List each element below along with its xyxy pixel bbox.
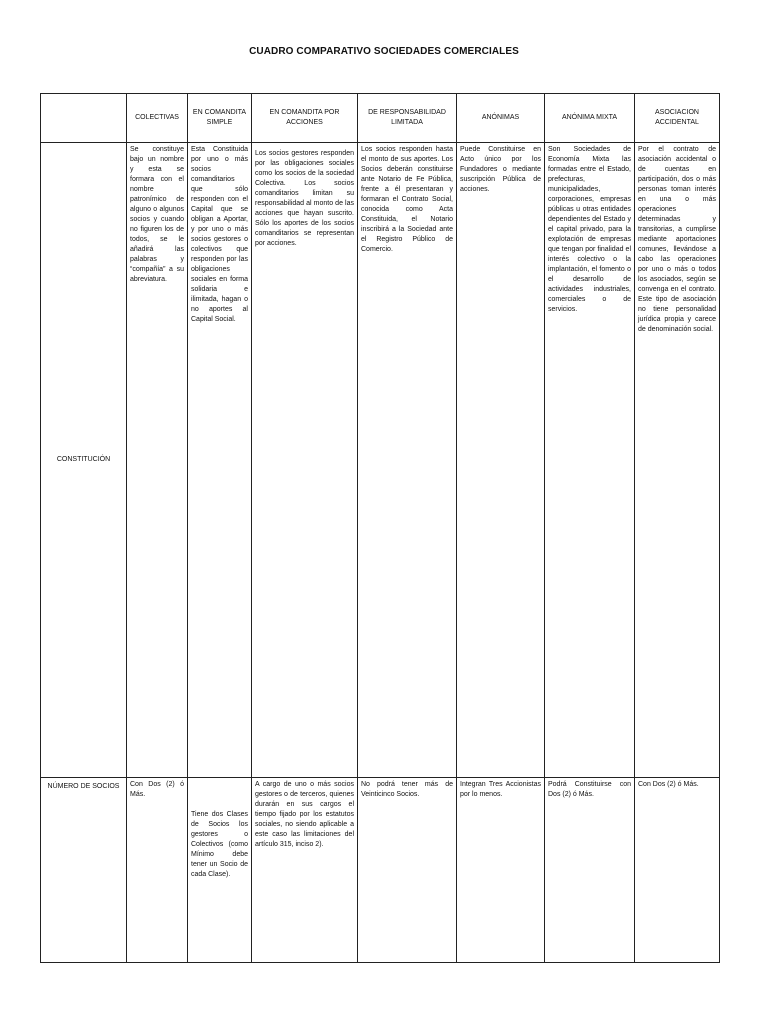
cell-socios-anonimas: Integran Tres Accionistas por lo menos. xyxy=(457,778,545,963)
cell-socios-comandita-acciones: A cargo de uno o más socios gestores o de terceros, quienes durarán en sus cargos el tiempo fijado por los estatutos sociales, no siendo aplicable a este caso las limitaciones del artículo 315, inciso 2). xyxy=(252,778,358,963)
col-header-colectivas: COLECTIVAS xyxy=(127,94,188,143)
row-label-constitucion: CONSTITUCIÓN xyxy=(41,143,127,778)
cell-socios-asociacion-accidental: Con Dos (2) ó Más. xyxy=(635,778,720,963)
cell-socios-responsabilidad-limitada: No podrá tener más de Veinticinco Socios. xyxy=(358,778,457,963)
header-row xyxy=(41,94,720,143)
cell-constitucion-colectivas: Se constituye bajo un nombre y esta se formara con el nombre patronímico de alguno o algunos socios y cuando no figuren los de todos, se le añadirá las palabras y “compañía” a su abreviatura. xyxy=(127,143,188,778)
cell-constitucion-asociacion-accidental: Por el contrato de asociación accidental o de cuentas en participación, dos o más personas toman interés en una o más operaciones determinadas y transitorias, a cumplirse mediante aportaciones comunes, llevándose a cabo las operaciones por uno o más o todos los asociados, según se convenga en el contrato. Este tipo de asociación no tiene personalidad jurídica propia y carece de denominación social. xyxy=(635,143,720,778)
col-header-comandita-acciones: EN COMANDITA POR ACCIONES xyxy=(252,94,358,143)
cell-socios-comandita-simple: Tiene dos Clases de Socios los gestores o Colectivos (como Mínimo debe tener un Socio de cada Clase). xyxy=(188,778,252,963)
col-header-anonimas: ANÓNIMAS xyxy=(457,94,545,143)
col-header-comandita-simple: EN COMANDITA SIMPLE xyxy=(188,94,252,143)
table-row xyxy=(41,778,720,963)
col-header-asociacion-accidental: ASOCIACION ACCIDENTAL xyxy=(635,94,720,143)
corner-cell xyxy=(41,94,127,143)
cell-socios-colectivas: Con Dos (2) ó Más. xyxy=(127,778,188,963)
cell-constitucion-comandita-simple: Esta Constituida por uno o más socios comanditarios que sólo responden con el Capital que se obligan a Aportar, y por uno o más socios gestores o colectivos que responden por las obligaciones sociales en forma solidaria e ilimitada, hagan o no aportes al Capital Social. xyxy=(188,143,252,778)
cell-constitucion-anonima-mixta: Son Sociedades de Economía Mixta las formadas entre el Estado, prefecturas, municipalidades, corporaciones, empresas públicas u otras entidades dependientes del Estado y el capital privado, para la explotación de empresas que tengan por finalidad el interés colectivo o la implantación, el fomento o el desarrollo de actividades industriales, comerciales o de servicios. xyxy=(545,143,635,778)
cell-constitucion-comandita-acciones: Los socios gestores responden por las obligaciones sociales como los socios de la sociedad Colectiva. Los socios comanditarios limitan su responsabilidad al monto de las acciones que hayan suscrito. Sólo los aportes de los socios comanditarios se representan por acciones. xyxy=(252,143,358,778)
cell-constitucion-responsabilidad-limitada: Los socios responden hasta el monto de sus aportes. Los Socios deberán constituirse ante Notario de Fe Pública, frente a él presentaran y formaran el Contrato Social, conocida como Acta Constituida, el Notario inscribirá a la Sociedad ante el Registro Público de Comercio. xyxy=(358,143,457,778)
table-row xyxy=(41,143,720,778)
row-label-numero-socios: NÚMERO DE SOCIOS xyxy=(41,778,127,963)
col-header-anonima-mixta: ANÓNIMA MIXTA xyxy=(545,94,635,143)
col-header-responsabilidad-limitada: DE RESPONSABILIDAD LIMITADA xyxy=(358,94,457,143)
page-title: CUADRO COMPARATIVO SOCIEDADES COMERCIALES xyxy=(249,46,519,57)
cell-socios-anonima-mixta: Podrá Constituirse con Dos (2) ó Más. xyxy=(545,778,635,963)
cell-constitucion-anonimas: Puede Constituirse en Acto único por los Fundadores o mediante suscripción Pública de acciones. xyxy=(457,143,545,778)
comparison-table xyxy=(40,93,720,963)
